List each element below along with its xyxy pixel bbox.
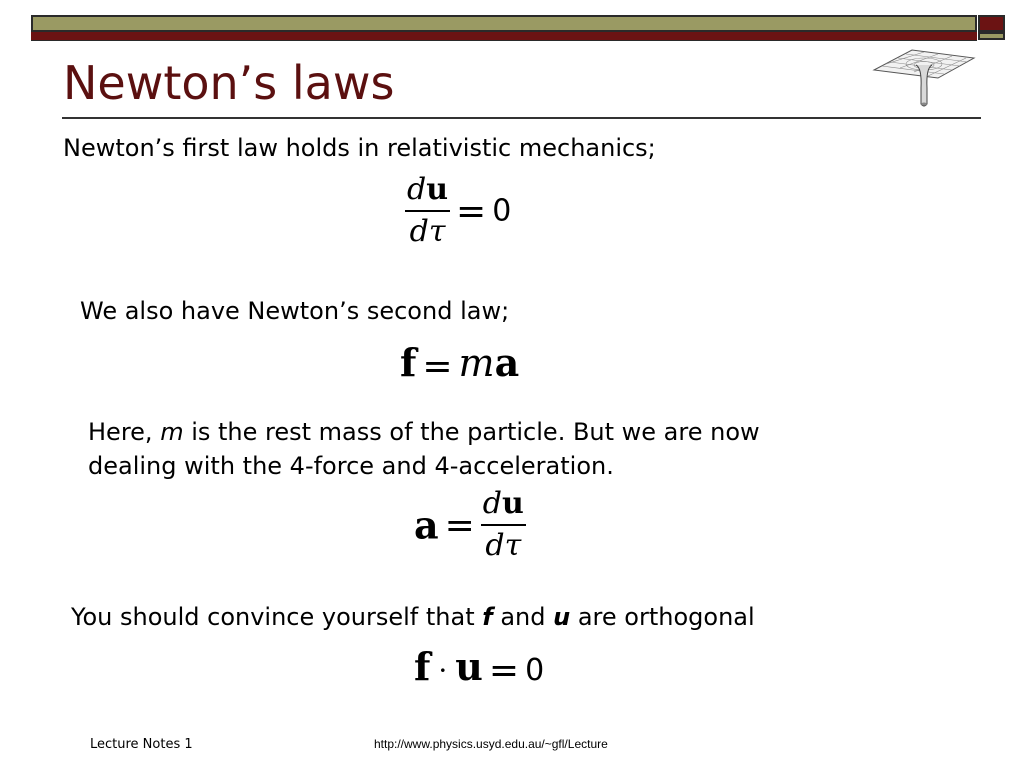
eq3-num-u: u (502, 486, 524, 521)
eq1-num-u: u (426, 172, 449, 207)
eq4-rhs: 0 (525, 653, 545, 688)
equation-orthogonality (414, 644, 544, 691)
eq4-equals: = (488, 650, 520, 691)
eq3-a: a (414, 502, 439, 548)
equation-second-law (400, 340, 519, 387)
para3-line2: dealing with the 4-force and 4-acceleration. (88, 452, 614, 480)
eq3-num-d: d (482, 486, 503, 521)
slide-title: Newton’s laws (63, 56, 395, 110)
paragraph-orthogonal (71, 600, 755, 634)
eq3-equals: = (444, 504, 475, 546)
footer-lecture-label: Lecture Notes 1 (90, 737, 193, 752)
maroon-band (31, 32, 977, 41)
paragraph-rest-mass (88, 415, 760, 483)
equation-first-law (405, 172, 511, 250)
corner-square-top (978, 15, 1005, 32)
paragraph-first-law: Newton’s first law holds in relativistic mechanics; (63, 134, 656, 162)
eq1-num-d: d (407, 172, 427, 207)
corner-square-bottom (978, 32, 1005, 40)
title-underline (62, 117, 981, 119)
para3-line1-pre: Here, (88, 418, 161, 446)
fraction-du-dtau-2 (481, 486, 526, 564)
eq4-u: u (455, 644, 483, 689)
olive-band (31, 15, 977, 32)
eq4-f: f (414, 644, 431, 689)
para3-m: m (160, 418, 184, 446)
header-decoration-bar (31, 15, 1006, 42)
para3-line1-post: is the rest mass of the particle. But we are now (183, 418, 760, 446)
fraction-du-dtau (405, 172, 450, 250)
spacetime-funnel-icon (872, 48, 976, 110)
eq2-f: f (400, 340, 417, 385)
para4-mid: and (492, 603, 554, 631)
footer-url: http://www.physics.usyd.edu.au/~gfl/Lecture (374, 737, 608, 751)
para4-u: u (553, 603, 571, 631)
para4-post: are orthogonal (570, 603, 755, 631)
eq1-equals: = (456, 190, 487, 232)
eq2-m: m (458, 341, 495, 385)
paragraph-second-law: We also have Newton’s second law; (80, 297, 510, 325)
eq1-den: dτ (409, 214, 446, 249)
eq2-a: a (494, 340, 520, 385)
para4-f: f (482, 603, 493, 631)
equation-acceleration (414, 486, 526, 564)
para4-pre: You should convince yourself that (71, 603, 483, 631)
eq1-rhs: 0 (492, 193, 512, 229)
eq3-den: dτ (485, 528, 522, 563)
eq2-equals: = (422, 346, 453, 387)
eq4-dot: · (438, 654, 448, 687)
